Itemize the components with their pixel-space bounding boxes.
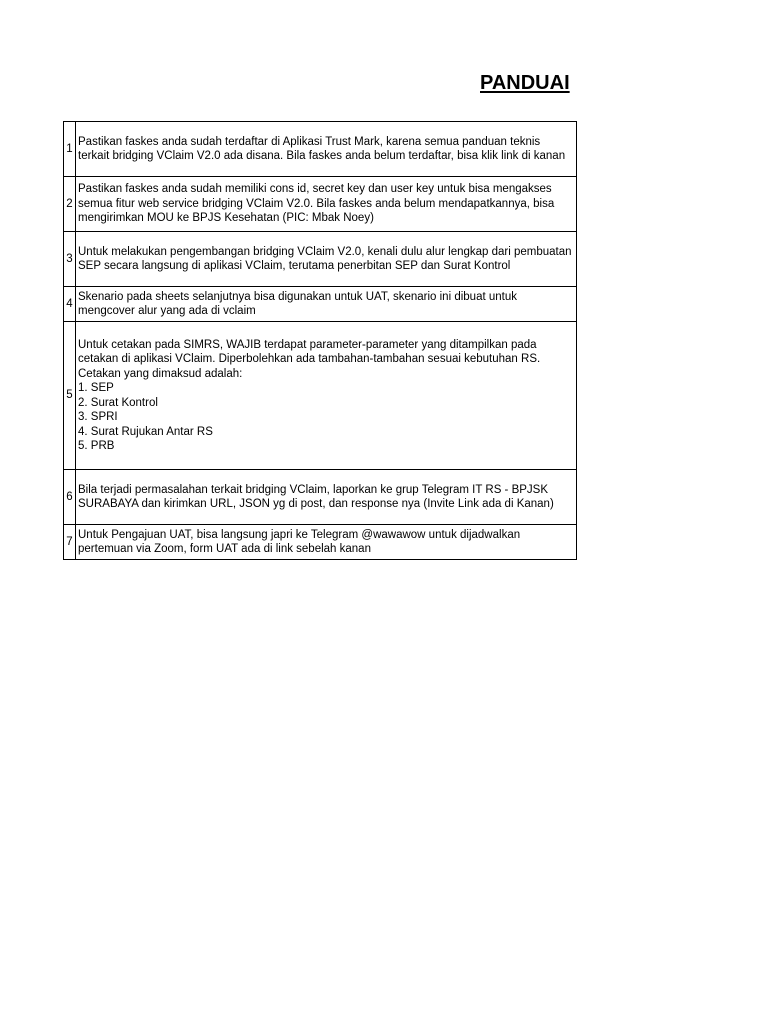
row-number: 1 [64,122,76,177]
table-row [64,232,577,287]
guide-table [63,121,577,560]
row-text: Bila terjadi permasalahan terkait bridging VClaim, laporkan ke grup Telegram IT RS - BPJSK SURABAYA dan kirimkan URL, JSON yg di post, dan response nya (Invite Link ada di Kanan) [76,470,577,525]
table-row [64,470,577,525]
row-text: Untuk cetakan pada SIMRS, WAJIB terdapat parameter-parameter yang ditampilkan pada cetakan di aplikasi VClaim. Diperbolehkan ada tambahan-tambahan sesuai kebutuhan RS. Cetakan yang dimaksud adalah: 1. SEP 2. Surat Kontrol 3. SPRI 4. Surat Rujukan Antar RS 5. PRB [76,322,577,470]
row-number: 7 [64,525,76,560]
row-number: 3 [64,232,76,287]
row-text: Skenario pada sheets selanjutnya bisa digunakan untuk UAT, skenario ini dibuat untuk mengcover alur yang ada di vclaim [76,287,577,322]
row-text: Pastikan faskes anda sudah terdaftar di Aplikasi Trust Mark, karena semua panduan teknis terkait bridging VClaim V2.0 ada disana. Bila faskes anda belum terdaftar, bisa klik link di kanan [76,122,577,177]
row-number: 4 [64,287,76,322]
row-number: 2 [64,177,76,232]
row-number: 6 [64,470,76,525]
row-text: Untuk Pengajuan UAT, bisa langsung japri ke Telegram @wawawow untuk dijadwalkan pertemuan via Zoom, form UAT ada di link sebelah kanan [76,525,577,560]
table-row [64,322,577,470]
table-row [64,525,577,560]
row-text: Untuk melakukan pengembangan bridging VClaim V2.0, kenali dulu alur lengkap dari pembuatan SEP secara langsung di aplikasi VClaim, terutama penerbitan SEP dan Surat Kontrol [76,232,577,287]
row-text: Pastikan faskes anda sudah memiliki cons id, secret key dan user key untuk bisa mengakses semua fitur web service bridging VClaim V2.0. Bila faskes anda belum mendapatkannya, bisa mengirimkan MOU ke BPJS Kesehatan (PIC: Mbak Noey) [76,177,577,232]
row-number: 5 [64,322,76,470]
table-row [64,287,577,322]
table-row [64,122,577,177]
page-title: PANDUAI [480,72,570,94]
table-row [64,177,577,232]
